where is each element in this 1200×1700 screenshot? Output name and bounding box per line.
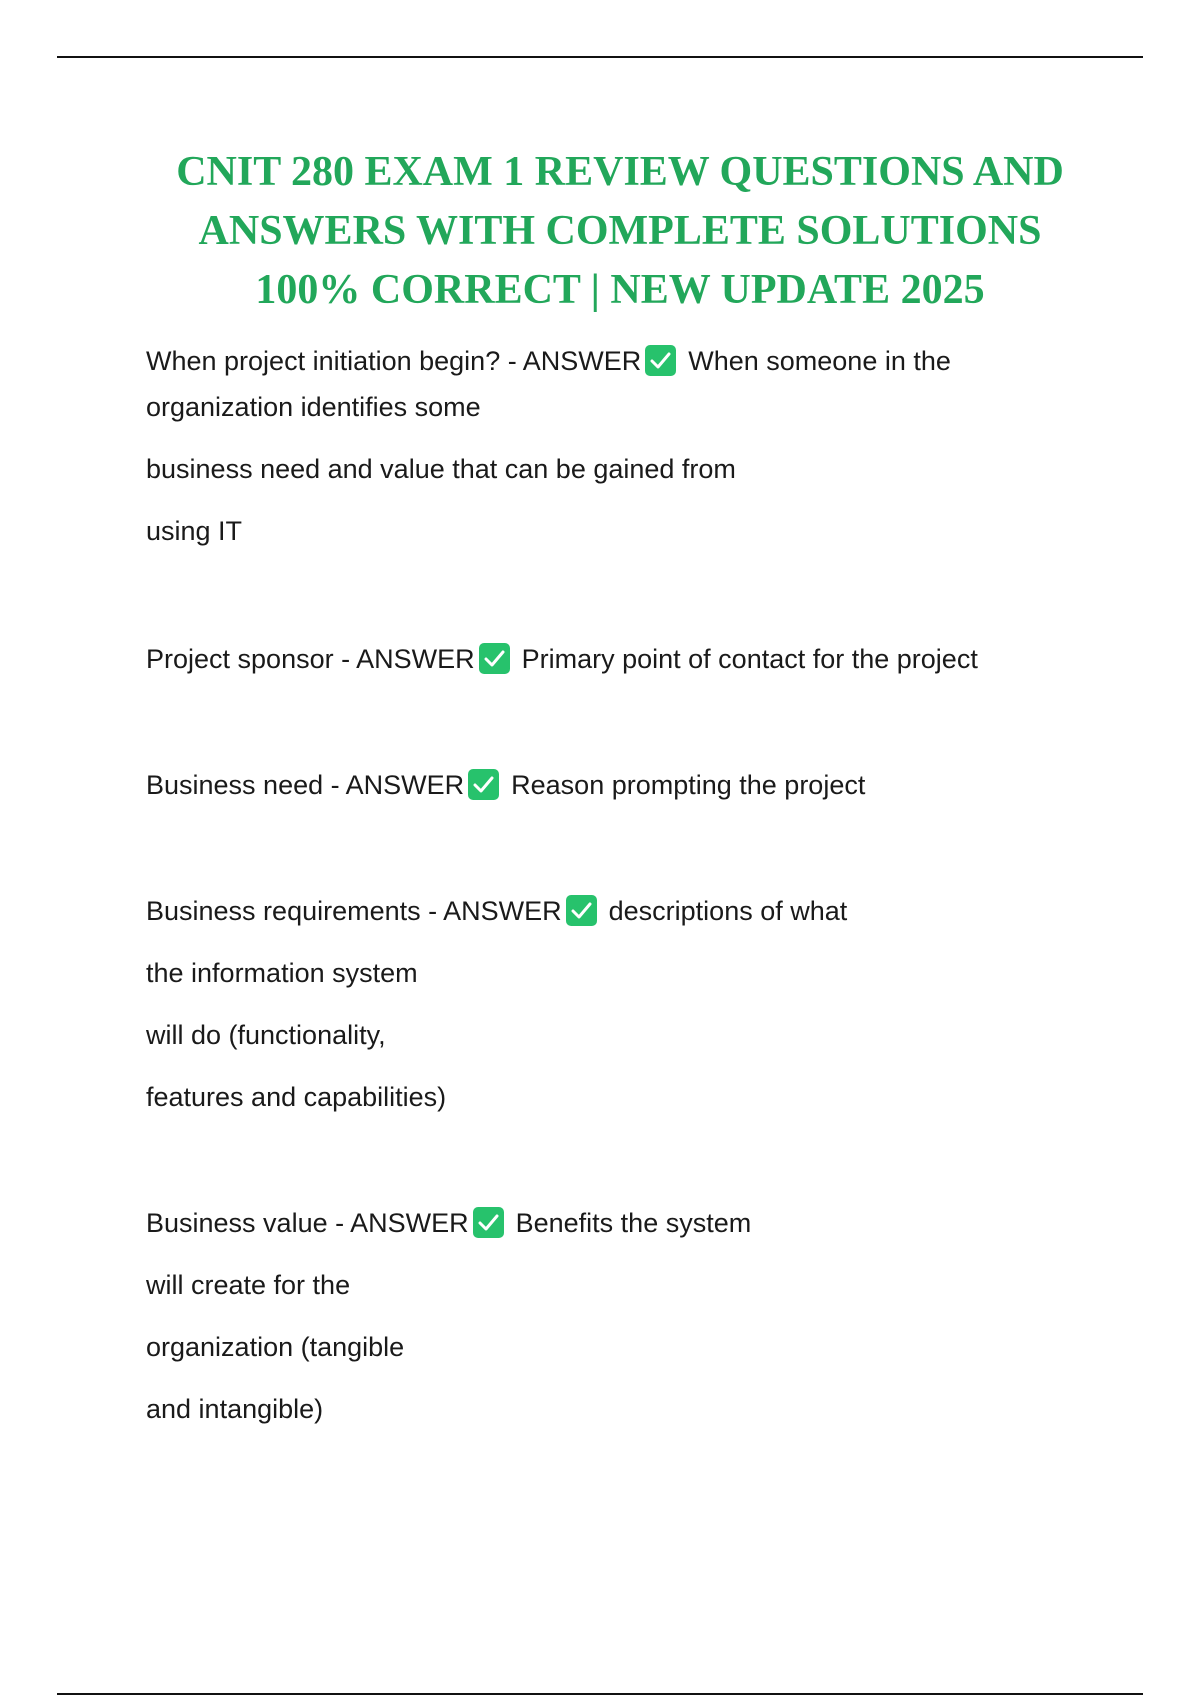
answer-text: Primary point of contact for the project [521, 644, 978, 674]
question-text: Business requirements - ANSWER [146, 896, 562, 926]
bottom-rule [57, 1693, 1143, 1695]
answer-line: organization identifies some [146, 392, 481, 422]
check-mark-icon [479, 643, 510, 674]
title-line-3: 100% CORRECT | NEW UPDATE 2025 [255, 267, 985, 313]
answer-line: using IT [146, 516, 243, 546]
answer-text: Benefits the system [515, 1208, 752, 1238]
check-mark-icon [566, 895, 597, 926]
document-title [100, 143, 1140, 320]
title-line-2: ANSWERS WITH COMPLETE SOLUTIONS [198, 208, 1042, 254]
question-text: When project initiation begin? - ANSWER [146, 346, 642, 376]
title-line-1: CNIT 280 EXAM 1 REVIEW QUESTIONS AND [176, 149, 1064, 195]
qa-item [146, 764, 1106, 826]
check-mark-icon [645, 345, 676, 376]
answer-line: organization (tangible [146, 1332, 405, 1362]
answer-line: will do (functionality, [146, 1020, 386, 1050]
answer-line: features and capabilities) [146, 1082, 447, 1112]
answer-line: and intangible) [146, 1394, 324, 1424]
answer-line: the information system [146, 958, 418, 988]
qa-list [146, 340, 1106, 1450]
qa-item [146, 340, 1106, 572]
question-text: Business value - ANSWER [146, 1208, 469, 1238]
answer-line: will create for the [146, 1270, 351, 1300]
answer-text: When someone in the [688, 346, 951, 376]
check-mark-icon [468, 769, 499, 800]
question-text: Project sponsor - ANSWER [146, 644, 475, 674]
question-text: Business need - ANSWER [146, 770, 465, 800]
answer-text: descriptions of what [608, 896, 848, 926]
qa-item [146, 638, 1106, 700]
answer-line: business need and value that can be gained from [146, 454, 736, 484]
answer-text: Reason prompting the project [511, 770, 866, 800]
top-rule [57, 56, 1143, 58]
qa-item [146, 890, 1106, 1138]
qa-item [146, 1202, 1106, 1450]
check-mark-icon [473, 1207, 504, 1238]
